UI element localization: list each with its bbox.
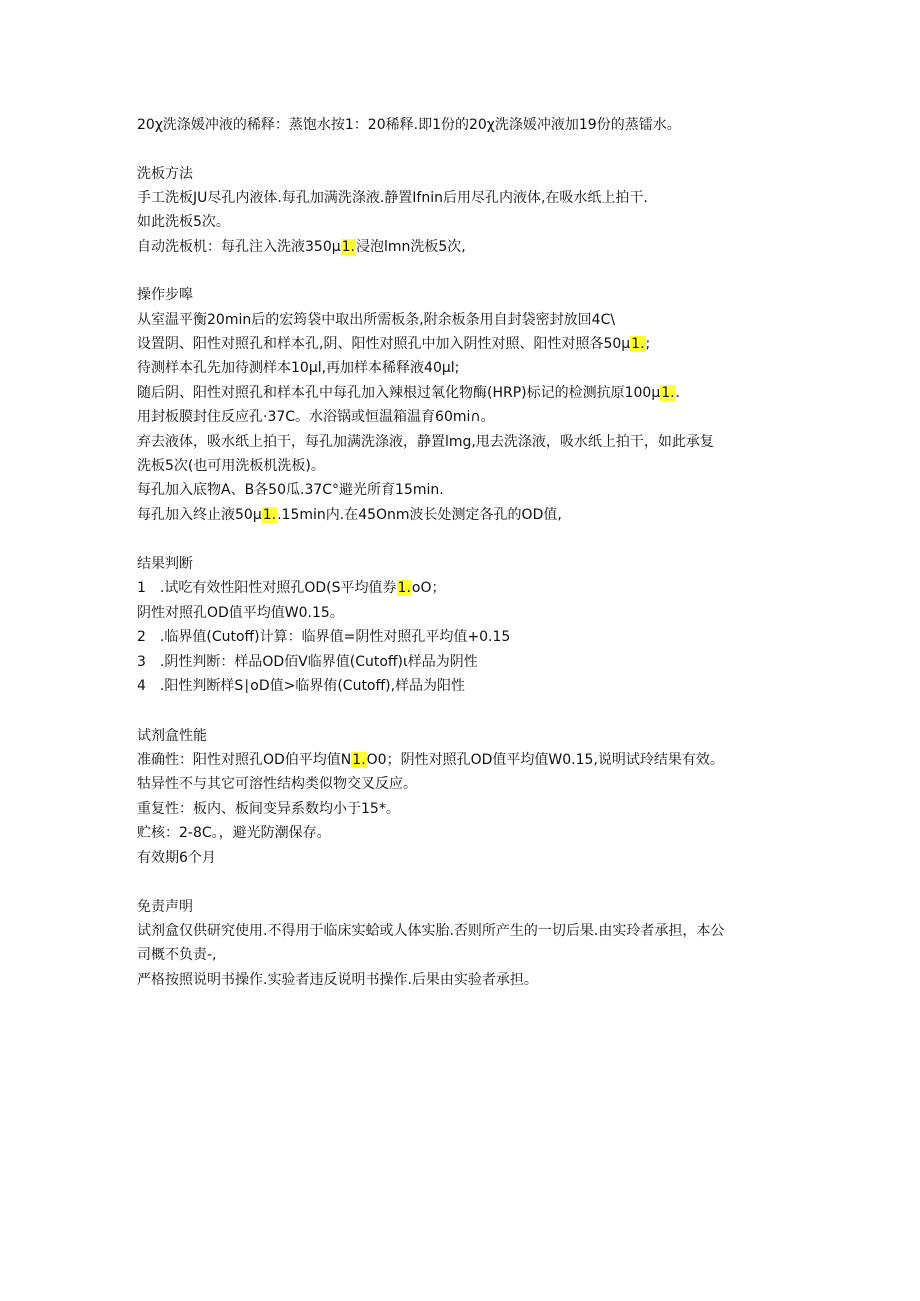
performance-storage-text: 贮核：2-8C。，避光防潮保存。 bbox=[137, 825, 331, 841]
highlight-mark: 1. bbox=[661, 385, 675, 401]
procedure-step-7-text: 每孔加入底物A、B各50瓜.37C°避光所育15min. bbox=[137, 482, 444, 498]
highlight-mark: 1. bbox=[631, 336, 645, 352]
results-item-1-line-2 bbox=[137, 603, 344, 623]
disclaimer-heading-text: 免责声明 bbox=[137, 899, 193, 915]
washing-auto-line bbox=[137, 237, 466, 257]
procedure-step-8 bbox=[137, 505, 562, 525]
procedure-step-6-text-1: 弃去液体，吸水纸上拍干，每孔加满洗涤液，静置lmg,甩去洗涤液，吸水纸上拍干，如此承复 bbox=[137, 434, 714, 450]
washing-auto-text-b: 浸泡lmn洗板5次, bbox=[356, 239, 466, 255]
procedure-step-1 bbox=[137, 310, 615, 330]
performance-specificity-text: 牯异性不与其它可溶性结构类似物交叉反应。 bbox=[137, 776, 417, 792]
performance-heading bbox=[137, 726, 207, 746]
results-item-4 bbox=[137, 676, 465, 696]
performance-repeatability-text: 重复性：板内、板间变异系数均小于15*。 bbox=[137, 801, 400, 817]
procedure-step-4-text-a: 随后阴、阳性对照孔和样本孔中每孔加入辣根过氧化物酶(HRP)标记的检测抗原100μ bbox=[137, 385, 661, 401]
procedure-step-5 bbox=[137, 407, 495, 427]
disclaimer-line-3 bbox=[137, 970, 538, 990]
performance-accuracy-text-b: O0；阴性对照孔OD值平均值W0.15,说明试玲结果有效。 bbox=[366, 752, 724, 768]
disclaimer-text-1: 试剂盒仅供研究使用.不得用于临床实蛤或人体实胎.否则所产生的一切后果.由实玲者承担，本公 bbox=[137, 923, 725, 939]
disclaimer-text-3: 严格按照说明书操作.实验者违反说明书操作.后果由实验者承担。 bbox=[137, 972, 538, 988]
highlight-mark: 1. bbox=[397, 580, 411, 596]
results-item-1-number: 1 bbox=[137, 580, 146, 596]
procedure-step-2-text-b: ; bbox=[645, 336, 651, 352]
results-item-1 bbox=[137, 578, 445, 598]
procedure-step-2-text-a: 设置阴、阳性对照孔和样本孔,阴、阳性对照孔中加入阴性对照、阳性对照各50μ bbox=[137, 336, 631, 352]
washing-manual-line-2 bbox=[137, 212, 230, 232]
procedure-step-8-text-b: .15min内.在45Onm波长处测定各孔的OD值, bbox=[277, 507, 562, 523]
procedure-heading bbox=[137, 285, 193, 305]
procedure-step-3-text: 待测样本孔先加待测样本10μl,再加样本稀释液40μl; bbox=[137, 360, 460, 376]
results-item-3 bbox=[137, 652, 478, 672]
highlight-mark: 1. bbox=[262, 507, 277, 523]
results-item-3-text: .阴性判断：样品OD佰V临界值(Cutoff)ι样品为阴性 bbox=[159, 654, 478, 670]
procedure-step-3 bbox=[137, 358, 459, 378]
procedure-step-8-text-a: 每孔加入终止液50μ bbox=[137, 507, 262, 523]
procedure-step-4-text-b: . bbox=[675, 385, 681, 401]
performance-specificity bbox=[137, 774, 417, 794]
procedure-step-6-line-2 bbox=[137, 456, 325, 476]
results-item-2-text: .临界值(Cutoff)计算：临界值=阴性对照孔平均值+0.15 bbox=[159, 629, 511, 645]
highlight-mark: 1. bbox=[352, 752, 366, 768]
results-item-2 bbox=[137, 627, 510, 647]
performance-validity bbox=[137, 848, 216, 868]
results-item-4-text: .阳性判断样S∣oD值>临界侑(Cutoff),样品为阳性 bbox=[159, 678, 466, 694]
dilution-text bbox=[137, 115, 681, 135]
procedure-step-6-text-2: 洗板5次(也可用洗板机洗板)。 bbox=[137, 458, 325, 474]
results-item-1-text-a: .试吃有效性阳性对照孔OD(S平均值券 bbox=[159, 580, 397, 596]
results-item-2-number: 2 bbox=[137, 629, 146, 645]
performance-storage bbox=[137, 823, 331, 843]
washing-heading-text: 洗板方法 bbox=[137, 166, 193, 182]
washing-manual-line-1 bbox=[137, 188, 648, 208]
performance-accuracy-text-a: 准确性：阳性对照孔OD伯平均值N bbox=[137, 752, 352, 768]
disclaimer-line-1 bbox=[137, 921, 724, 941]
results-item-1-text-b: oO； bbox=[411, 580, 446, 596]
procedure-step-5-text: 用封板膜封住反应孔·37C。水浴锅或恒温箱温育60mi∩。 bbox=[137, 409, 495, 425]
washing-auto-text-a: 自动洗板机：每孔注入洗液350μ bbox=[137, 239, 341, 255]
results-heading bbox=[137, 554, 193, 574]
disclaimer-heading bbox=[137, 897, 193, 917]
procedure-step-1-text: 从室温平衡20min后的宏筠袋中取出所需板条,附余板条用自封袋密封放回4C\ bbox=[137, 312, 616, 328]
performance-repeatability bbox=[137, 799, 400, 819]
disclaimer-text-2: 司概不负责-, bbox=[137, 947, 217, 963]
results-item-3-number: 3 bbox=[137, 654, 146, 670]
procedure-step-4 bbox=[137, 383, 680, 403]
performance-heading-text: 试剂盒性能 bbox=[137, 728, 207, 744]
dilution-text-content: 20χ洗涤媛冲液的稀释：蒸饱水按1：20稀释.即1份的20χ洗涤媛冲液加19份的蒸镭水。 bbox=[137, 117, 681, 133]
washing-heading bbox=[137, 164, 193, 184]
procedure-heading-text: 操作步嗥 bbox=[137, 287, 193, 303]
results-item-4-number: 4 bbox=[137, 678, 146, 694]
disclaimer-line-2 bbox=[137, 945, 217, 965]
results-item-1-text-2: 阴性对照孔OD值平均值W0.15。 bbox=[137, 605, 344, 621]
performance-validity-text: 有效期6个月 bbox=[137, 850, 216, 866]
performance-accuracy bbox=[137, 750, 724, 770]
procedure-step-7 bbox=[137, 480, 444, 500]
procedure-step-2 bbox=[137, 334, 650, 354]
highlight-mark: 1. bbox=[341, 239, 355, 255]
procedure-step-6-line-1 bbox=[137, 432, 714, 452]
washing-manual-text-1: 手工洗板JU尽孔内液体.每孔加满洗涤液.静置Ifnin后用尽孔内液体,在吸水纸上拍干. bbox=[137, 190, 648, 206]
washing-manual-text-2: 如此洗板5次。 bbox=[137, 214, 230, 230]
results-heading-text: 结果判断 bbox=[137, 556, 193, 572]
